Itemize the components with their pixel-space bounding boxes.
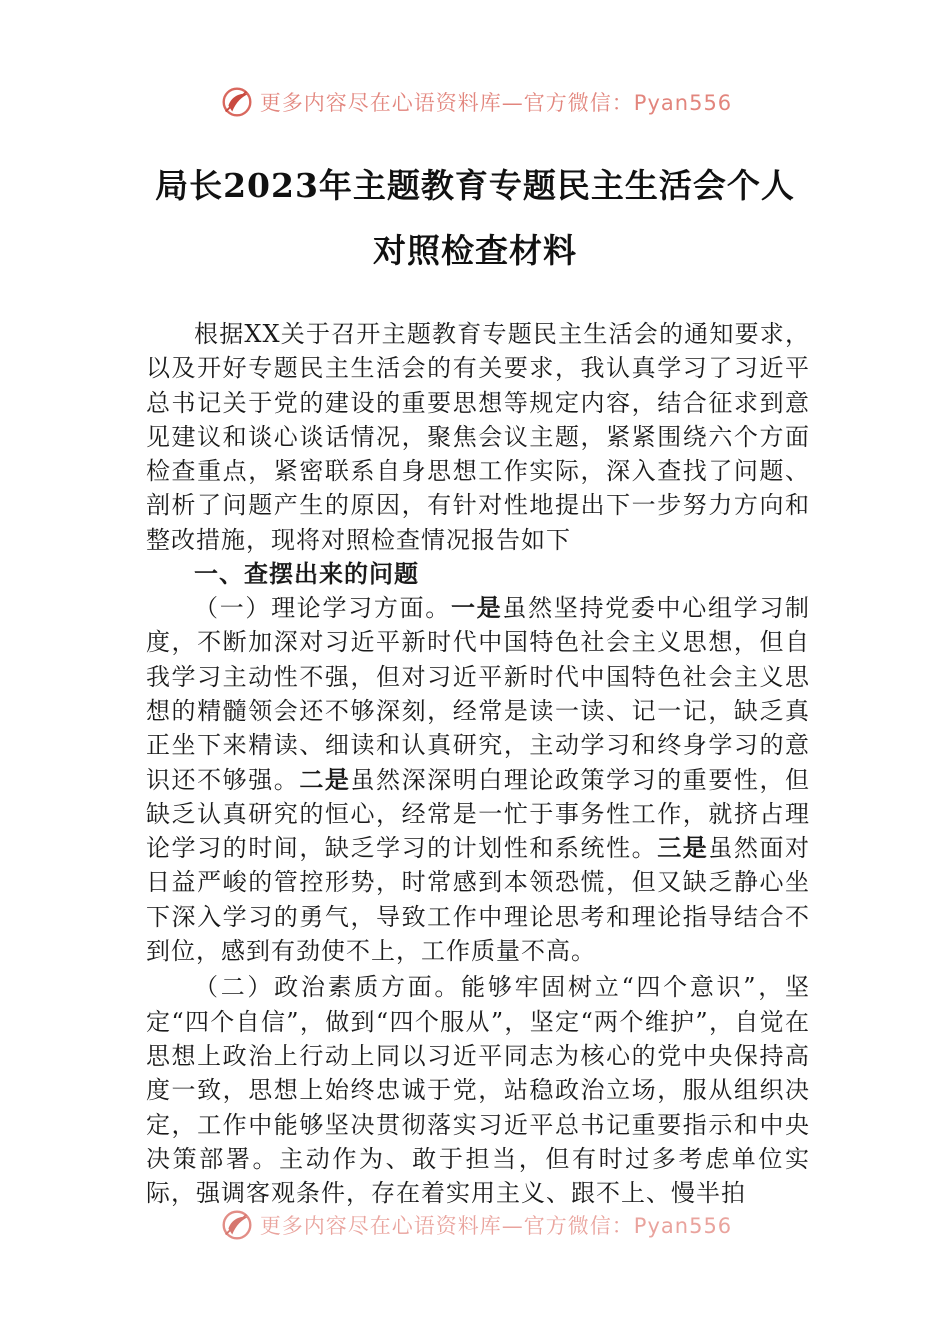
intro-paragraph: 根据XX关于召开主题教育专题民主生活会的通知要求，以及开好专题民主生活会的有关要求，我认真学习了习近平总书记关于党的建设的重要思想等规定内容，结合征求到意见建议和谈心谈话情况，聚焦会议主题，紧紧围绕六个方面检查重点，紧密联系自身思想工作实际，深入查找了问题、剖析了问题产生的原因，有针对性地提出下一步努力方向和整改措施，现将对照检查情况报告如下	[146, 320, 810, 554]
point-label: 三是	[657, 833, 709, 863]
point-text: 虽然面对日益严峻的管控形势，时常感到本领恐慌，但又缺乏静心坐下深入学习的勇气，导致工作中理论思考和理论指导结合不到位，感到有劲使不上，工作质量不高。	[146, 834, 811, 966]
point-label: 二是	[299, 764, 351, 794]
section-heading: 一、查摆出来的问题	[194, 560, 419, 589]
watermark-banner-bottom	[0, 1205, 950, 1245]
political-quality-paragraph: （二）政治素质方面。能够牢固树立“四个意识”，坚定“四个自信”，做到“四个服从”，坚定“两个维护”，自觉在思想上政治上行动上同以习近平同志为核心的党中央保持高度一致，思想上始终忠诚于党，站稳政治立场，服从组织决定，工作中能够坚决贯彻落实习近平总书记重要指示和中央决策部署。主动作为、敢于担当，但有时过多考虑单位实际，强调客观条件，存在着实用主义、跟不上、慢半拍	[146, 973, 810, 1208]
watermark-text: 更多内容尽在心语资料库—官方微信：Pyan556	[259, 1214, 733, 1238]
point-text: 虽然坚持党委中心组学习制度，不断加深对习近平新时代中国特色社会主义思想，但自我学习主动性不强，但对习近平新时代中国特色社会主义思想的精髓领会还不够深刻，经常是读一读、记一记，缺乏真正坐下来精读、细读和认真研究，主动学习和终身学习的意识还不够强。	[146, 594, 811, 794]
document-title-line-2: 对照检查材料	[373, 231, 577, 270]
theory-study-paragraph	[146, 591, 810, 968]
point-label: 一是	[450, 593, 503, 623]
subsection-heading: （一）理论学习方面。	[194, 594, 451, 623]
point-text: 虽然深深明白理论政策学习的重要性，但缺乏认真研究的恒心，经常是一忙于事务性工作，就挤占理论学习的时间，缺乏学习的计划性和系统性。	[146, 765, 811, 863]
watermark-logo-icon	[218, 83, 256, 121]
watermark-text: 更多内容尽在心语资料库—官方微信：Pyan556	[259, 91, 733, 115]
document-title-line-1: 局长2023年主题教育专题民主生活会个人	[155, 166, 795, 205]
watermark-banner-top	[0, 82, 950, 122]
watermark-logo-icon	[218, 1206, 256, 1244]
document-body	[146, 317, 810, 1210]
